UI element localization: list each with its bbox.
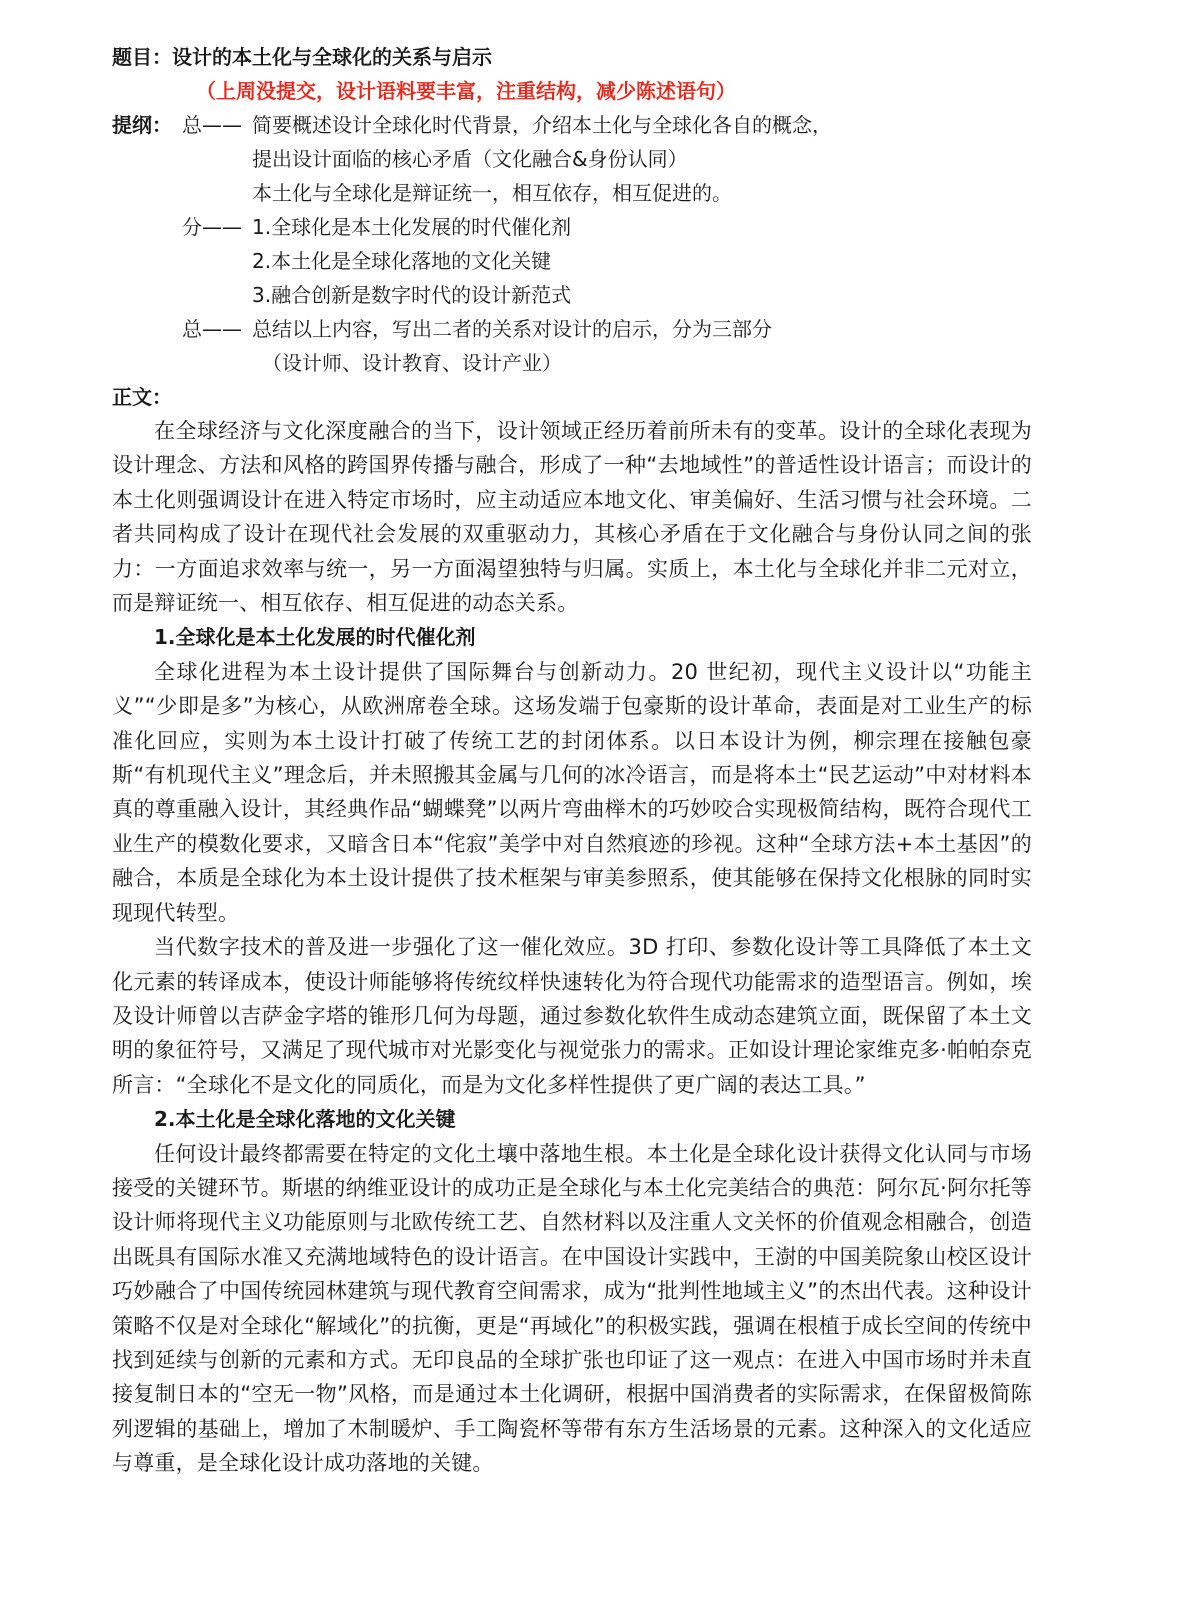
title-line bbox=[112, 40, 1032, 74]
outline-label: 提纲： bbox=[112, 113, 172, 137]
outline-intro-lead: 总—— bbox=[182, 113, 242, 137]
outline-body-line-2 bbox=[112, 244, 1032, 278]
outline-end-text-2: （设计师、设计教育、设计产业） bbox=[262, 351, 562, 375]
outline-end-lead: 总—— bbox=[182, 317, 242, 341]
title-text: 设计的本土化与全球化的关系与启示 bbox=[172, 45, 492, 69]
main-label-line bbox=[112, 380, 1032, 414]
outline-body-line-1 bbox=[112, 210, 1032, 244]
document-page bbox=[112, 40, 1032, 1481]
paragraph-section-2: 任何设计最终都需要在特定的文化土壤中落地生根。本土化是全球化设计获得文化认同与市场接受的关键环节。斯堪的纳维亚设计的成功正是全球化与本土化完美结合的典范：阿尔瓦·阿尔托等设计师将现代主义功能原则与北欧传统工艺、自然材料以及注重人文关怀的价值观念相融合，创造出既具有国际水准又充满地域特色的设计语言。在中国设计实践中，王澍的中国美院象山校区设计巧妙融合了中国传统园林建筑与现代教育空间需求，成为“批判性地域主义”的杰出代表。这种设计策略不仅是对全球化“解域化”的抗衡，更是“再域化”的积极实践，强调在根植于成长空间的传统中找到延续与创新的元素和方式。无印良品的全球扩张也印证了这一观点：在进入中国市场时并未直接复制日本的“空无一物”风格，而是通过本土化调研，根据中国消费者的实际需求，在保留极简陈列逻辑的基础上，增加了木制暖炉、手工陶瓷杯等带有东方生活场景的元素。这种深入的文化适应与尊重，是全球化设计成功落地的关键。 bbox=[112, 1141, 1032, 1476]
section-1-title: 1.全球化是本土化发展的时代催化剂 bbox=[154, 625, 476, 650]
outline-body-text-3: 3.融合创新是数字时代的设计新范式 bbox=[252, 283, 572, 307]
outline-intro-text-3: 本土化与全球化是辩证统一，相互依存，相互促进的。 bbox=[252, 181, 732, 205]
outline-end-text-1: 总结以上内容，写出二者的关系对设计的启示，分为三部分 bbox=[252, 317, 772, 341]
outline-intro-text-1: 简要概述设计全球化时代背景，介绍本土化与全球化各自的概念， bbox=[252, 113, 832, 137]
outline-body-text-2: 2.本土化是全球化落地的文化关键 bbox=[252, 249, 552, 273]
section-2-title: 2.本土化是全球化落地的文化关键 bbox=[154, 1107, 456, 1132]
outline-body-lead: 分—— bbox=[182, 215, 242, 239]
revision-note-text: （上周没提交，设计语料要丰富，注重结构，减少陈述语句） bbox=[196, 79, 736, 103]
outline-end-line-2 bbox=[112, 346, 1032, 380]
paragraph-section-1a: 全球化进程为本土设计提供了国际舞台与创新动力。20 世纪初，现代主义设计以“功能主义”“少即是多”为核心，从欧洲席卷全球。这场发端于包豪斯的设计革命，表面是对工业生产的标准化回应，实则为本土设计打破了传统工艺的封闭体系。以日本设计为例，柳宗理在接触包豪斯“有机现代主义”理念后，并未照搬其金属与几何的冰冷语言，而是将本土“民艺运动”中对材料本真的尊重融入设计，其经典作品“蝴蝶凳”以两片弯曲榉木的巧妙咬合实现极简结构，既符合现代工业生产的模数化要求，又暗含日本“侘寂”美学中对自然痕迹的珍视。这种“全球方法+本土基因”的融合，本质是全球化为本土设计提供了技术框架与审美参照系，使其能够在保持文化根脉的同时实现现代转型。 bbox=[112, 659, 1032, 925]
revision-note bbox=[112, 74, 1032, 108]
outline-intro-line-3 bbox=[112, 176, 1032, 210]
paragraph-section-1b: 当代数字技术的普及进一步强化了这一催化效应。3D 打印、参数化设计等工具降低了本土文化元素的转译成本，使设计师能够将传统纹样快速转化为符合现代功能需求的造型语言。例如，埃及设计师曾以吉萨金字塔的锥形几何为母题，通过参数化软件生成动态建筑立面，既保留了本土文明的象征符号，又满足了现代城市对光影变化与视觉张力的需求。正如设计理论家维克多·帕帕奈克所言：“全球化不是文化的同质化，而是为文化多样性提供了更广阔的表达工具。” bbox=[112, 935, 1032, 1097]
title-label: 题目： bbox=[112, 45, 172, 69]
outline-intro-line-2 bbox=[112, 142, 1032, 176]
outline-intro-text-2: 提出设计面临的核心矛盾（文化融合&身份认同） bbox=[252, 147, 688, 171]
outline-body-line-3 bbox=[112, 278, 1032, 312]
main-label: 正文： bbox=[112, 385, 172, 409]
paragraph-intro: 在全球经济与文化深度融合的当下，设计领域正经历着前所未有的变革。设计的全球化表现为设计理念、方法和风格的跨国界传播与融合，形成了一种“去地域性”的普适性设计语言；而设计的本土化则强调设计在进入特定市场时，应主动适应本地文化、审美偏好、生活习惯与社会环境。二者共同构成了设计在现代社会发展的双重驱动力，其核心矛盾在于文化融合与身份认同之间的张力：一方面追求效率与统一，另一方面渴望独特与归属。实质上，本土化与全球化并非二元对立，而是辩证统一、相互依存、相互促进的动态关系。 bbox=[112, 419, 1032, 616]
outline-body-text-1: 1.全球化是本土化发展的时代催化剂 bbox=[252, 215, 572, 239]
outline-end-line-1 bbox=[112, 312, 1032, 346]
outline-intro-line-1 bbox=[112, 108, 1032, 142]
